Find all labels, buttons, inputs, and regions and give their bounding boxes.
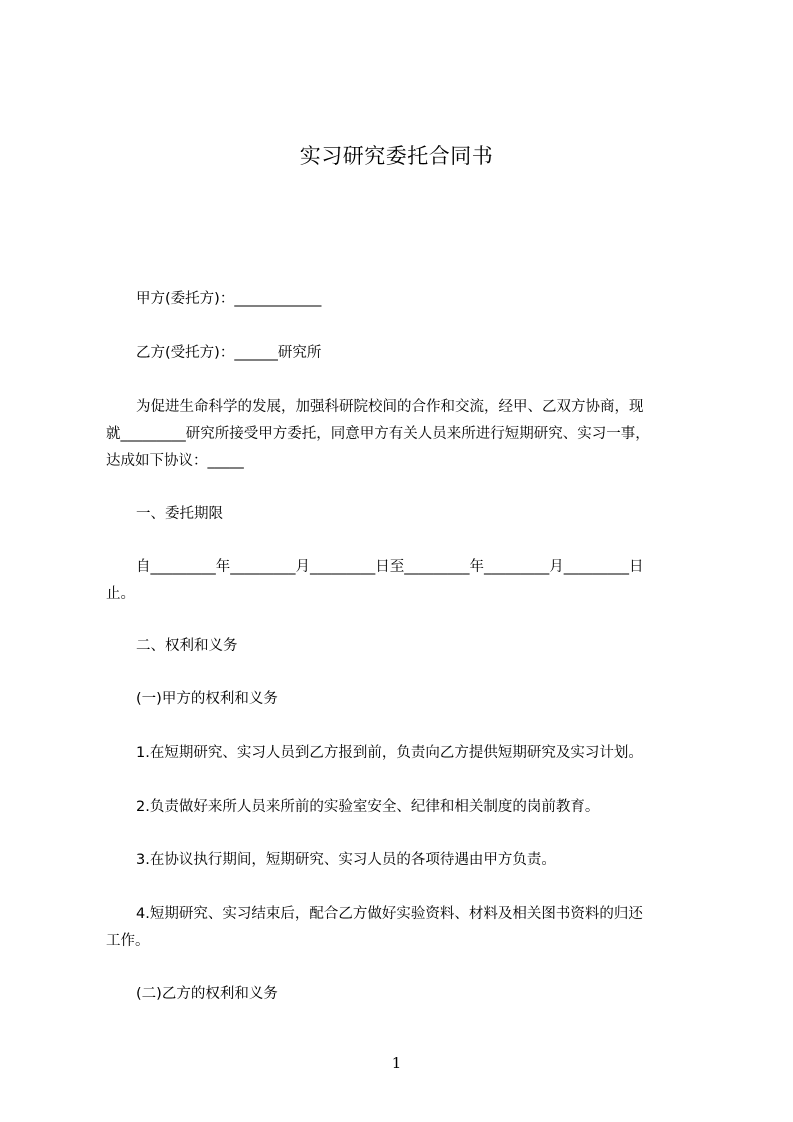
document-title: 实习研究委托合同书 xyxy=(299,144,494,168)
term-line-1: 自_________年_________月_________日至_________年_________月_________日 xyxy=(136,559,644,575)
section-1-heading: 一、委托期限 xyxy=(136,506,223,522)
party-a-line: 甲方(委托方)：____________ xyxy=(136,291,322,307)
subsection-2-heading: (二)乙方的权利和义务 xyxy=(136,986,278,1002)
item-4-line-1: 4.短期研究、实习结束后，配合乙方做好实验资料、材料及相关图书资料的归还 xyxy=(136,906,643,922)
page-number: 1 xyxy=(391,1054,402,1072)
term-line-2: 止。 xyxy=(106,586,135,602)
intro-line-2: 就_________研究所接受甲方委托，同意甲方有关人员来所进行短期研究、实习一事， xyxy=(106,426,650,442)
party-b-line: 乙方(受托方)：______研究所 xyxy=(136,345,322,361)
intro-line-3: 达成如下协议：_____ xyxy=(106,453,244,469)
term-paragraph xyxy=(106,554,706,608)
item-3: 3.在协议执行期间，短期研究、实习人员的各项待遇由甲方负责。 xyxy=(136,852,556,868)
intro-paragraph xyxy=(106,394,706,475)
intro-line-1: 为促进生命科学的发展，加强科研院校间的合作和交流，经甲、乙双方协商，现 xyxy=(136,399,644,415)
section-2-heading: 二、权利和义务 xyxy=(136,638,238,654)
item-4-line-2: 工作。 xyxy=(106,933,150,949)
item-2: 2.负责做好来所人员来所前的实验室安全、纪律和相关制度的岗前教育。 xyxy=(136,799,600,815)
item-1: 1.在短期研究、实习人员到乙方报到前，负责向乙方提供短期研究及实习计划。 xyxy=(136,745,643,761)
subsection-1-heading: (一)甲方的权利和义务 xyxy=(136,691,278,707)
item-4 xyxy=(106,901,706,955)
